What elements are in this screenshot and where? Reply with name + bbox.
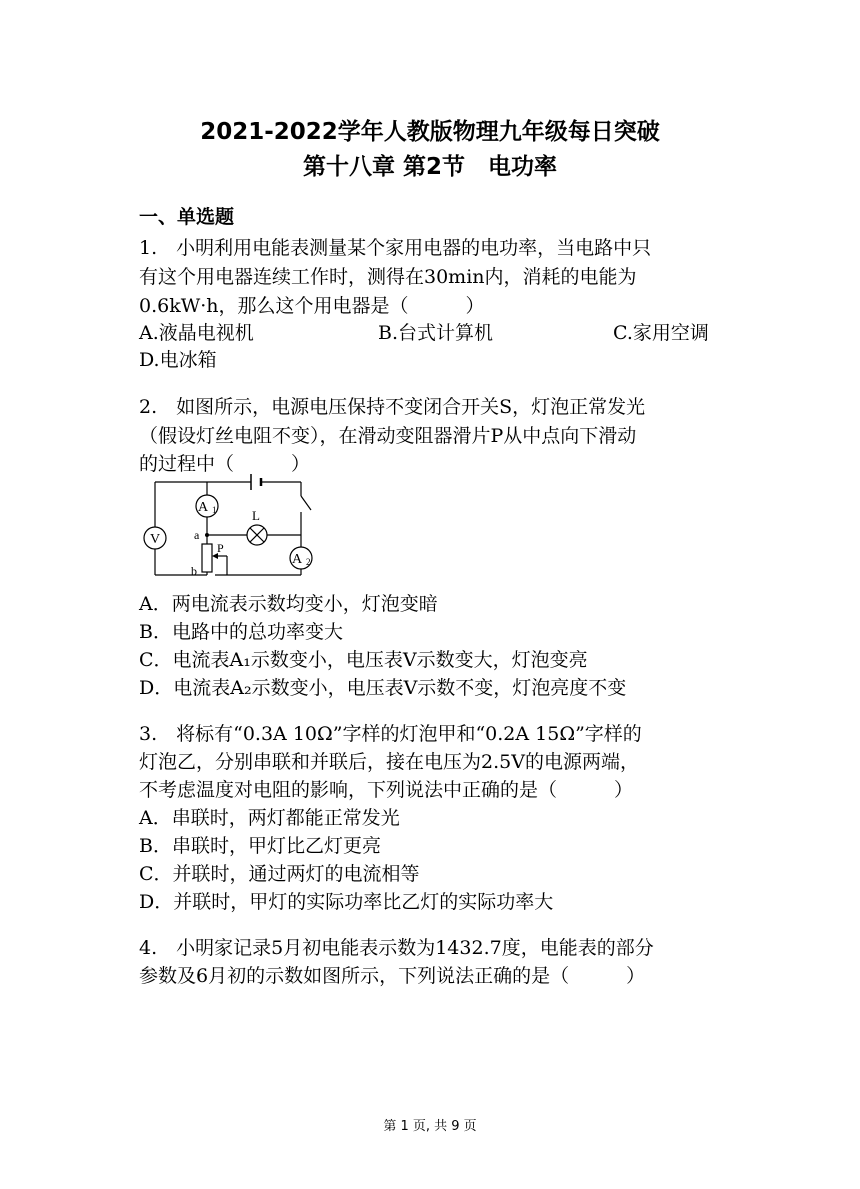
voltmeter-label: V (149, 532, 161, 547)
q1-line-3: 0.6kW·h，那么这个用电器是（ ） (139, 295, 485, 317)
q2-option-a: A．两电流表示数均变小，灯泡变暗 (139, 593, 438, 615)
q4-line-2: 参数及6月初的示数如图所示，下列说法正确的是（ ） (139, 965, 646, 987)
q2-option-d: D．电流表A₂示数变小，电压表V示数不变，灯泡亮度不变 (139, 677, 627, 699)
lamp-label: L (252, 508, 260, 523)
q3-line-3: 不考虑温度对电阻的影响，下列说法中正确的是（ ） (139, 779, 634, 801)
ammeter2-label: A (291, 552, 303, 567)
q3-option-d: D．并联时，甲灯的实际功率比乙灯的实际功率大 (139, 891, 554, 913)
ammeter2-subscript: 2 (306, 557, 311, 567)
q2-option-c: C．电流表A₁示数变小，电压表V示数变大，灯泡变亮 (139, 649, 588, 671)
section-heading: 一、单选题 (139, 206, 235, 228)
q2-line-3: 的过程中（ ） (139, 453, 311, 475)
document-subtitle: 第十八章 第2节 电功率 (302, 154, 557, 180)
q1-option-b: B.台式计算机 (378, 322, 494, 344)
circuit-diagram (135, 470, 325, 582)
q1-line-2: 有这个用电器连续工作时，测得在30min内，消耗的电能为 (139, 266, 637, 288)
q2-line-1: 2. 如图所示，电源电压保持不变闭合开关S，灯泡正常发光 (139, 396, 646, 418)
point-b-label: b (191, 564, 197, 578)
q1-line-1: 1. 小明利用电能表测量某个家用电器的电功率，当电路中只 (139, 237, 652, 259)
q3-option-b: B．串联时，甲灯比乙灯更亮 (139, 835, 381, 857)
q2-line-2: （假设灯丝电阻不变），在滑动变阻器滑片P从中点向下滑动 (139, 425, 637, 447)
q3-option-a: A．串联时，两灯都能正常发光 (139, 807, 400, 829)
point-a-label: a (194, 528, 200, 542)
q3-line-1: 3. 将标有“0.3A 10Ω”字样的灯泡甲和“0.2A 15Ω”字样的 (139, 723, 642, 745)
document-title: 2021-2022学年人教版物理九年级每日突破 (200, 119, 660, 145)
ammeter1-subscript: 1 (212, 505, 217, 515)
q1-option-c: C.家用空调 (613, 322, 709, 344)
ammeter1-label: A (197, 500, 209, 515)
q4-line-1: 4. 小明家记录5月初电能表示数为1432.7度，电能表的部分 (139, 937, 654, 959)
q1-option-d: D.电冰箱 (139, 349, 217, 371)
page-footer: 第 1 页, 共 9 页 (383, 1119, 477, 1134)
q1-option-a: A.液晶电视机 (139, 322, 254, 344)
q2-option-b: B．电路中的总功率变大 (139, 621, 343, 643)
slider-label: P (217, 541, 224, 555)
q3-line-2: 灯泡乙，分别串联和并联后，接在电压为2.5V的电源两端， (139, 751, 639, 773)
q3-option-c: C．并联时，通过两灯的电流相等 (139, 863, 420, 885)
